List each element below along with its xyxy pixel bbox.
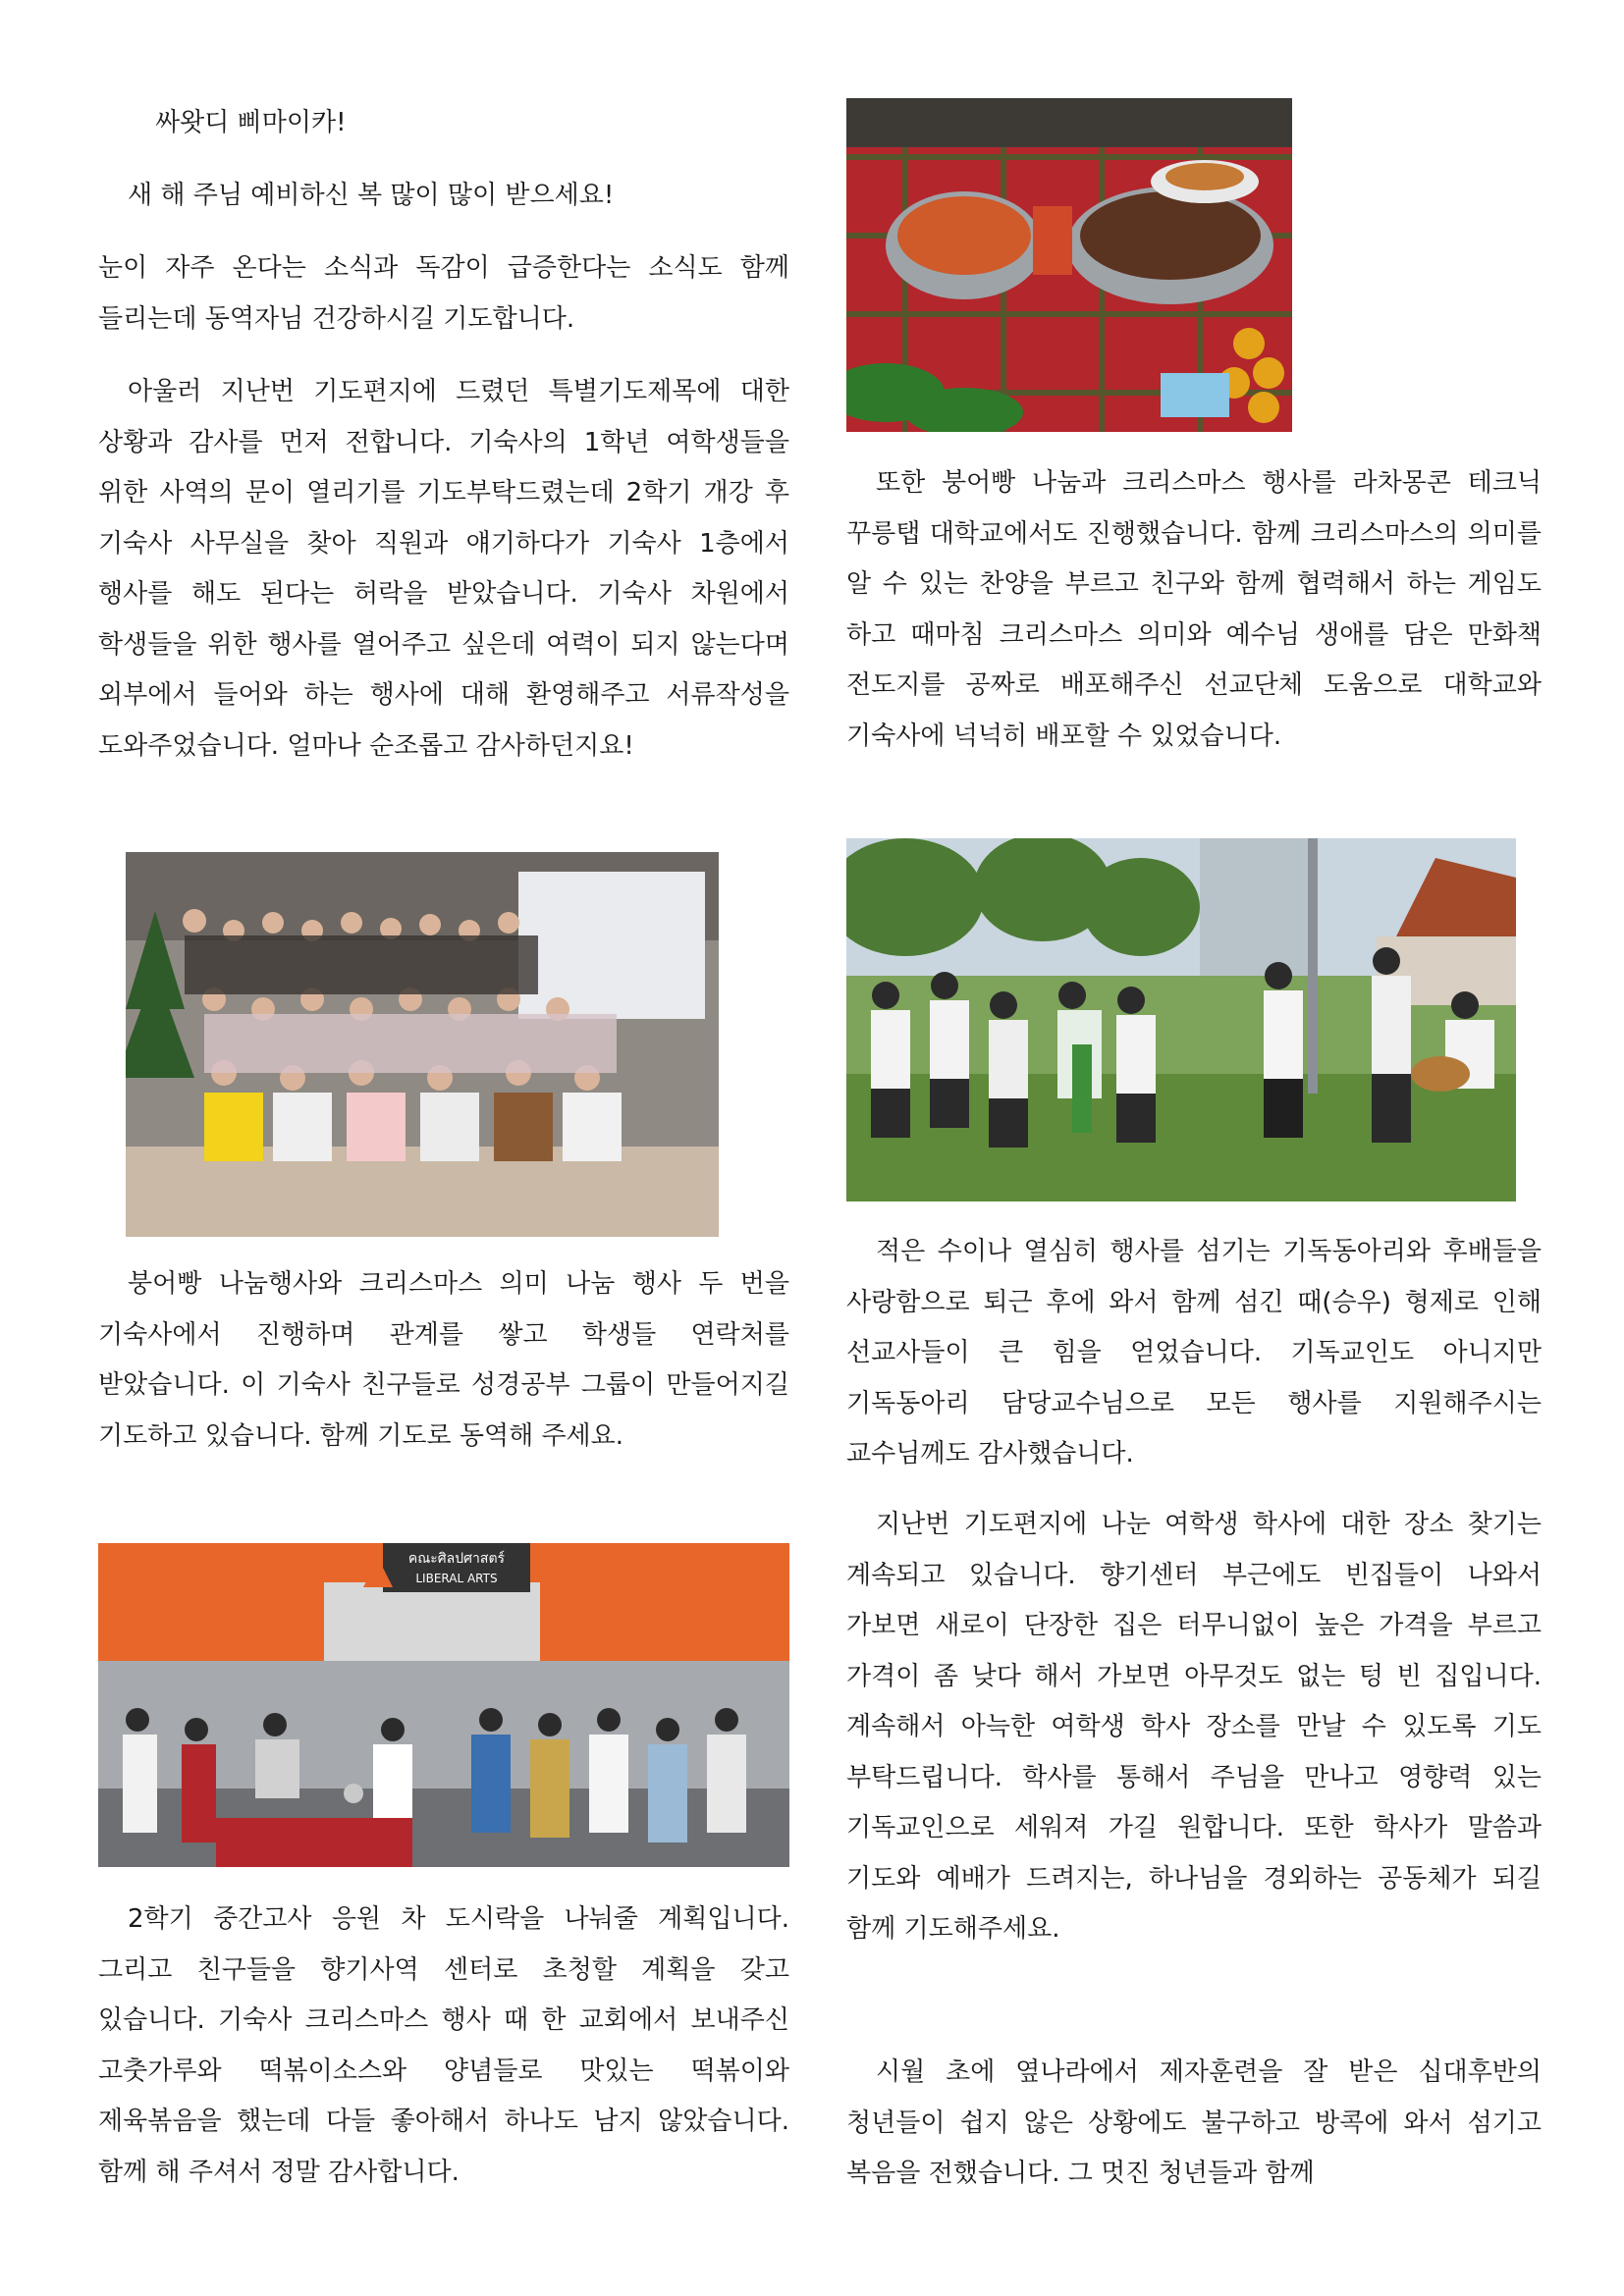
building-sign-thai: คณะศิลปศาสตร์ [407, 1551, 506, 1567]
paragraph-youth-visit: 시월 초에 옆나라에서 제자훈련을 잘 받은 십대후반의 청년들이 쉽지 않은 상황에도 불구하고 방콕에 와서 섬기고 복음을 전했습니다. 그 멋진 청년들과 함께 [846, 2057, 1542, 2188]
paragraph-university-event: 또한 붕어빵 나눔과 크리스마스 행사를 라차몽콘 테크닉 꾸릉탭 대학교에서도 진행했습니다. 함께 크리스마스의 의미를 알 수 있는 찬양을 부르고 친구와 함께 협력해서 하는 게임도 하고 때마침 크리스마스 의미와 예수님 생애를 담은 만화책 전도지를 공짜로 배포해주신 선교단체 도움으로 대학교와 기숙사에 넉넉히 배포할 수 있었습니다. [846, 468, 1542, 751]
new-year-blessing: 새 해 주님 예비하신 복 많이 많이 받으세요! [128, 181, 615, 210]
greeting: 싸왓디 삐마이카! [155, 108, 347, 137]
paragraph-dorm-permission: 아울러 지난번 기도편지에 드렸던 특별기도제목에 대한 상황과 감사를 먼저 전합니다. 기숙사의 1학년 여학생들을 위한 사역의 문이 열리기를 기도부탁드렸는데 2학기 개강 후 기숙사 사무실을 찾아 직원과 얘기하다가 기숙사 1층에서 행사를 해도 된다는 허락을 받았습니다. 기숙사 차원에서 학생들을 위한 행사를 열어주고 싶은데 여력이 되지 않는다며 외부에서 들어와 하는 행사에 대해 환영해주고 서류작성을 도와주었습니다. 얼마나 순조롭고 감사하던지요! [98, 377, 789, 761]
paragraph-midterm-plan: 2학기 중간고사 응원 차 도시락을 나눠줄 계획입니다. 그리고 친구들을 향기사역 센터로 초청할 계획을 갖고 있습니다. 기숙사 크리스마스 행사 때 한 교회에서 보내주신 고춧가루와 떡볶이소스와 양념들로 맛있는 떡볶이와 제육볶음을 했는데 다들 좋아해서 하나도 남지 않았습니다. 함께 해 주셔서 정말 감사합니다. [98, 1904, 789, 2187]
building-sign-english: LIBERAL ARTS [415, 1572, 498, 1585]
paragraph-christian-club: 적은 수이나 열심히 행사를 섬기는 기독동아리와 후배들을 사랑함으로 퇴근 후에 와서 함께 섬긴 때(승우) 형제로 인해 선교사들이 큰 힘을 얻었습니다. 기독교인도 아니지만 기독동아리 담당교수님으로 모든 행사를 지원해주시는 교수님께도 감사했습니다. [846, 1237, 1542, 1468]
food-table-photo [846, 98, 1292, 432]
campus-food-sharing-photo [98, 1543, 789, 1867]
paragraph-dorm-events: 붕어빵 나눔행사와 크리스마스 의미 나눔 행사 두 번을 기숙사에서 진행하며 관계를 쌓고 학생들 연락처를 받았습니다. 이 기숙사 친구들로 성경공부 그룹이 만들어지길 기도하고 있습니다. 함께 기도로 동역해 주세요. [98, 1269, 789, 1451]
paragraph-weather: 눈이 자주 온다는 소식과 독감이 급증한다는 소식도 함께 들리는데 동역자님 건강하시길 기도합니다. [98, 253, 789, 334]
dorm-group-photo [126, 852, 719, 1237]
outdoor-worship-photo [846, 838, 1516, 1201]
paragraph-housing-search: 지난번 기도편지에 나눈 여학생 학사에 대한 장소 찾기는 계속되고 있습니다. 향기센터 부근에도 빈집들이 나와서 가보면 새로이 단장한 집은 터무니없이 높은 가격을 부르고 가격이 좀 낮다 해서 가보면 아무것도 없는 텅 빈 집입니다. 계속해서 아늑한 여학생 학사 장소를 만날 수 있도록 기도 부탁드립니다. 학사를 통해서 주님을 만나고 영향력 있는 기독교인으로 세워져 가길 원합니다. 또한 학사가 말씀과 기도와 예배가 드려지는, 하나님을 경외하는 공동체가 되길 함께 기도해주세요. [846, 1510, 1542, 1944]
